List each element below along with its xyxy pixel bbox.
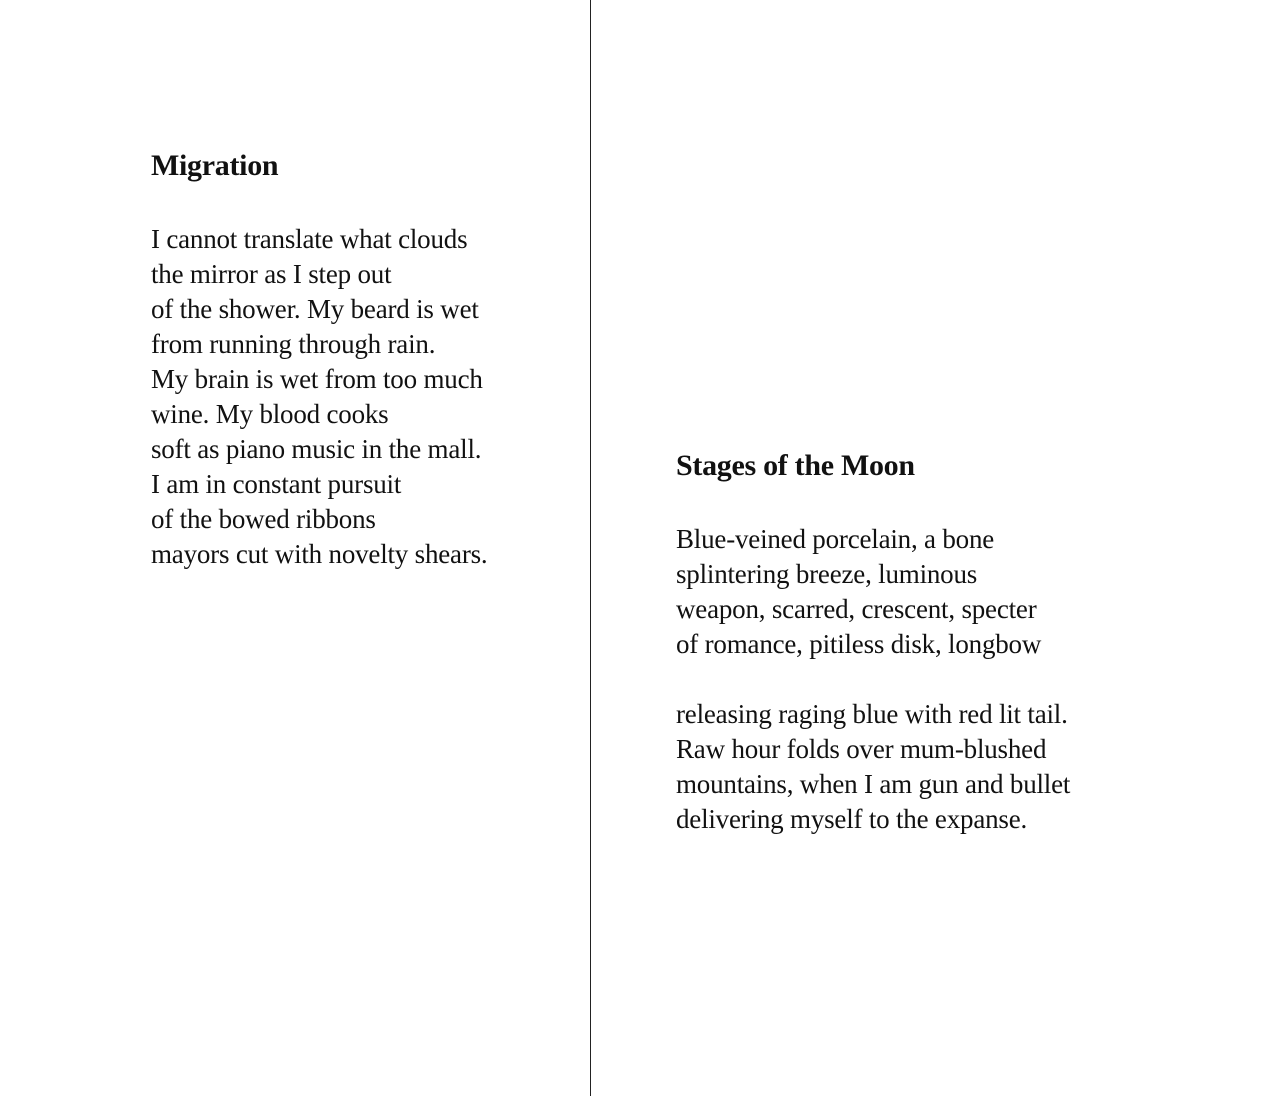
poem-line: Raw hour folds over mum-blushed: [676, 734, 1047, 764]
page-divider: [590, 0, 591, 1096]
stanza: [151, 222, 571, 572]
poem-line: delivering myself to the expanse.: [676, 804, 1028, 834]
poem-title: Migration: [151, 149, 279, 182]
stanza: [676, 697, 1236, 837]
poem-line: soft as piano music in the mall.: [151, 434, 482, 464]
poem-line: weapon, scarred, crescent, specter: [676, 594, 1037, 624]
stanza: [676, 522, 1236, 662]
poem-line: from running through rain.: [151, 329, 436, 359]
poem-line: I cannot translate what clouds: [151, 224, 468, 254]
poem-title: Stages of the Moon: [676, 449, 915, 482]
poem-line: of romance, pitiless disk, longbow: [676, 629, 1042, 659]
poem-line: Blue-veined porcelain, a bone: [676, 524, 995, 554]
poem-line: mayors cut with novelty shears.: [151, 539, 488, 569]
poem-stages-of-the-moon: [676, 448, 1236, 837]
poem-line: I am in constant pursuit: [151, 469, 402, 499]
poem-line: wine. My blood cooks: [151, 399, 389, 429]
poem-migration: [151, 148, 571, 572]
poem-line: splintering breeze, luminous: [676, 559, 978, 589]
poem-line: of the shower. My beard is wet: [151, 294, 479, 324]
poem-line: of the bowed ribbons: [151, 504, 376, 534]
poem-line: mountains, when I am gun and bullet: [676, 769, 1071, 799]
poem-line: the mirror as I step out: [151, 259, 392, 289]
poem-line: releasing raging blue with red lit tail.: [676, 699, 1068, 729]
poem-line: My brain is wet from too much: [151, 364, 483, 394]
